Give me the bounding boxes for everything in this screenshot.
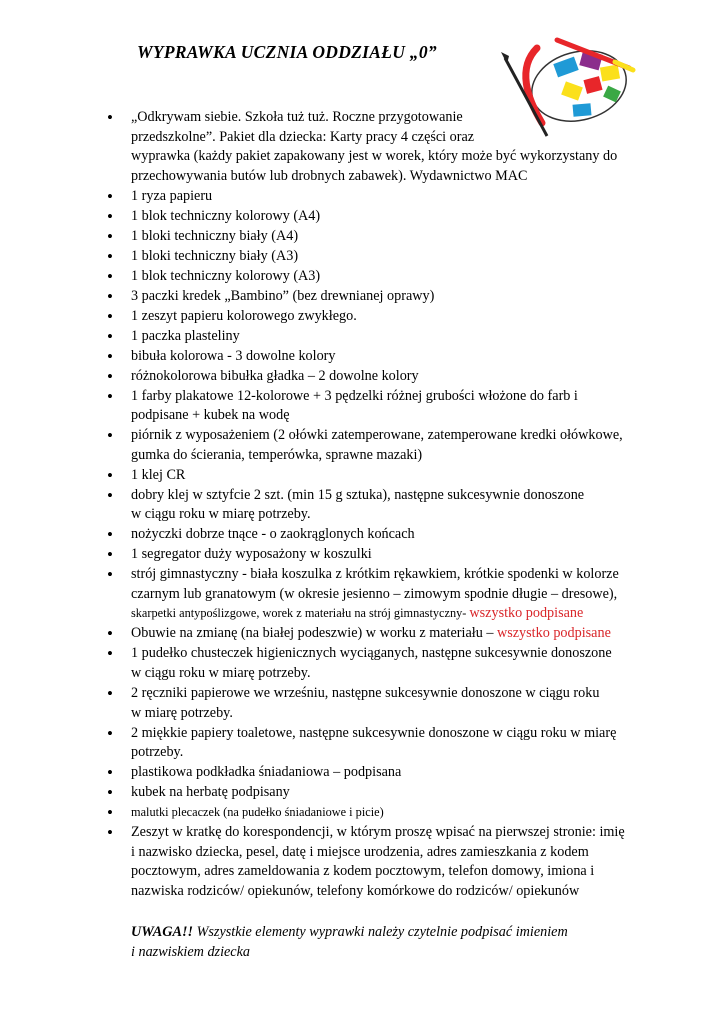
list-item-text: bibuła kolorowa - 3 dowolne kolory xyxy=(131,347,336,364)
note-line-1: Wszystkie elementy wyprawki należy czytelnie podpisać imieniem xyxy=(193,924,568,940)
list-item-text: • Zeszyt w kratkę do korespondencji, w którym proszę wpisać na pierwszej stronie: imię xyxy=(131,824,625,841)
list-item xyxy=(106,724,646,763)
list-item xyxy=(106,783,646,803)
supplies-list xyxy=(106,108,646,902)
list-item-text: 1 ryza papieru xyxy=(131,187,213,204)
emphasis-text: wszystko podpisane xyxy=(496,625,611,642)
list-item-text: potrzeby. xyxy=(131,744,184,761)
list-item xyxy=(106,307,646,327)
list-item-text: 3 paczki kredek „Bambino” (bez drewnianej oprawy) xyxy=(131,287,435,304)
list-item xyxy=(106,108,646,186)
list-item xyxy=(106,565,646,624)
list-item-text: różnokolorowa bibułka gładka – 2 dowolne kolory xyxy=(131,367,419,384)
list-item-text: 1 klej CR xyxy=(131,466,186,483)
list-item-text: malutki plecaczek (na pudełko śniadaniowe i picie) xyxy=(131,805,384,820)
list-item xyxy=(106,187,646,207)
list-item-text: kubek na herbatę podpisany xyxy=(131,784,290,801)
list-item-text: skarpetki antypoślizgowe, worek z materiału na strój gimnastyczny- xyxy=(131,606,470,621)
note xyxy=(131,923,631,962)
list-item-text: 1 blok techniczny kolorowy (A4) xyxy=(131,207,321,224)
list-item xyxy=(106,267,646,287)
list-item-text: przechowywania butów lub drobnych zabawek). Wydawnictwo MAC xyxy=(131,167,528,184)
emphasis-text: wszystko podpisane xyxy=(469,605,584,622)
list-item xyxy=(106,545,646,565)
list-item-text: 1 bloki techniczny biały (A4) xyxy=(131,227,299,244)
list-item-text: • dobry klej w sztyfcie 2 szt. (min 15 g sztuka), następne sukcesywnie donoszone xyxy=(131,486,585,503)
list-item xyxy=(106,327,646,347)
page-title: WYPRAWKA UCZNIA ODDZIAŁU „0” xyxy=(137,42,437,62)
list-item-text: • 1 pudełko chusteczek higienicznych wyciąganych, następne sukcesywnie donoszone xyxy=(131,645,612,662)
list-item-text: 1 blok techniczny kolorowy (A3) xyxy=(131,267,321,284)
list-item xyxy=(106,823,646,901)
list-item-text: podpisane + kubek na wodę xyxy=(131,407,290,424)
list-item xyxy=(106,803,646,823)
list-item-text: czarnym lub granatowym (w okresie jesienno – zimowym spodnie długie – dresowe), xyxy=(131,585,618,602)
list-item-text: gumka do ścierania, temperówka, sprawne mazaki) xyxy=(131,446,423,463)
list-item xyxy=(106,644,646,683)
list-item xyxy=(106,207,646,227)
list-item-text: 1 segregator duży wyposażony w koszulki xyxy=(131,546,372,563)
list-item-text: przedszkolne”. Pakiet dla dziecka: Karty pracy 4 części oraz xyxy=(131,128,475,145)
list-item-text: 1 zeszyt papieru kolorowego zwykłego. xyxy=(131,307,357,324)
note-line-2: i nazwiskiem dziecka xyxy=(131,943,250,960)
list-item xyxy=(106,486,646,525)
list-item xyxy=(106,466,646,486)
list-item xyxy=(106,684,646,723)
list-item xyxy=(106,367,646,387)
list-item-text: wyprawka (każdy pakiet zapakowany jest w worek, który może być wykorzystany do xyxy=(131,148,618,165)
list-item-text: • strój gimnastyczny - biała koszulka z krótkim rękawkiem, krótkie spodenki w kolorze xyxy=(131,566,619,583)
list-item xyxy=(106,624,646,644)
list-item xyxy=(106,247,646,267)
list-item-text: • 1 farby plakatowe 12-kolorowe + 3 pędzelki różnej grubości włożone do farb i xyxy=(131,387,578,404)
note-bold: UWAGA!! xyxy=(131,924,194,940)
list-item xyxy=(106,387,646,426)
list-item-text: nazwiska rodziców/ opiekunów, telefony komórkowe do rodziców/ opiekunów xyxy=(131,882,580,899)
list-item-text: • 2 ręczniki papierowe we wrześniu, następne sukcesywnie donoszone w ciągu roku xyxy=(131,685,600,702)
list-item-text: 1 paczka plasteliny xyxy=(131,327,240,344)
list-item xyxy=(106,525,646,545)
list-item-text: w ciągu roku w miarę potrzeby. xyxy=(131,665,311,682)
list-item xyxy=(106,347,646,367)
list-item xyxy=(106,426,646,465)
list-item-text: • 2 miękkie papiery toaletowe, następne sukcesywnie donoszone w ciągu roku w miarę xyxy=(131,724,617,741)
list-item-line xyxy=(131,604,646,624)
list-item-text: • „Odkrywam siebie. Szkoła tuż tuż. Roczne przygotowanie xyxy=(131,109,463,125)
list-item xyxy=(106,287,646,307)
list-item xyxy=(106,227,646,247)
list-item-text: i nazwisko dziecka, pesel, datę i miejsce urodzenia, adres zamieszkania z kodem xyxy=(131,843,589,860)
list-item-text: • piórnik z wyposażeniem (2 ołówki zatemperowane, zatemperowane kredki ołówkowe, xyxy=(131,427,623,444)
list-item-text: pocztowym, adres zameldowania z kodem pocztowym, telefon domowy, imiona i xyxy=(131,863,595,880)
list-item-text: 1 bloki techniczny biały (A3) xyxy=(131,247,299,264)
list-item-text: w miarę potrzeby. xyxy=(131,704,233,721)
list-item-text: Obuwie na zmianę (na białej podeszwie) w worku z materiału – xyxy=(131,625,497,642)
list-item xyxy=(106,763,646,783)
list-item-text: plastikowa podkładka śniadaniowa – podpisana xyxy=(131,764,402,781)
list-item-text: w ciągu roku w miarę potrzeby. xyxy=(131,506,311,523)
list-item-text: nożyczki dobrze tnące - o zaokrąglonych końcach xyxy=(131,526,415,543)
